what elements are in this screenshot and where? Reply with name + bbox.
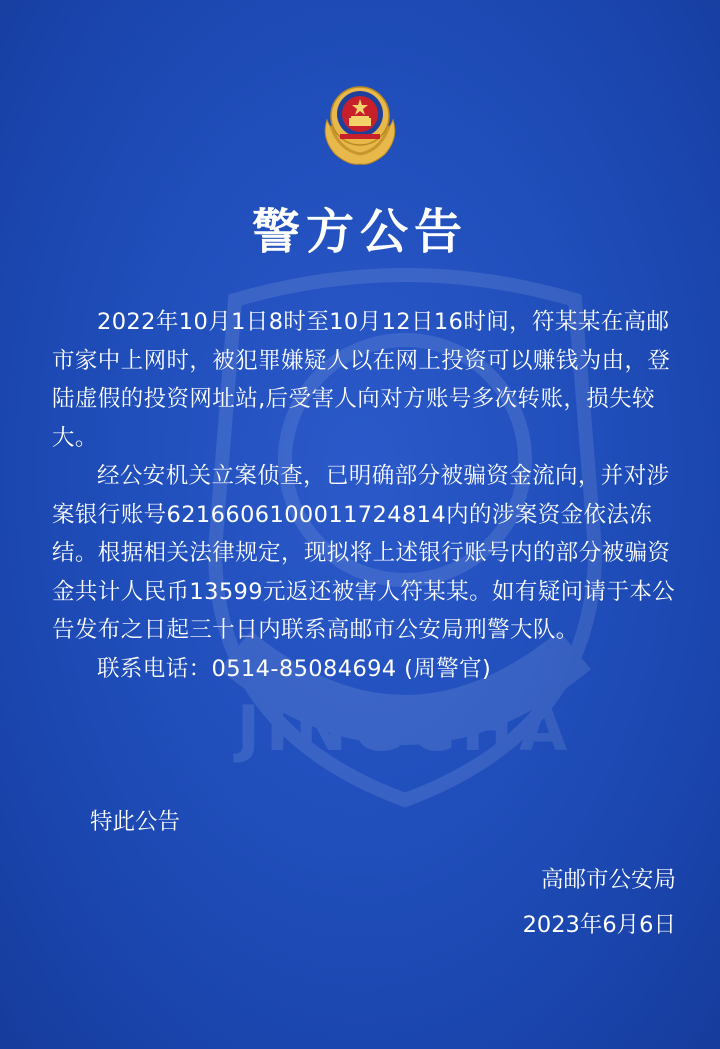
- signature-block: [523, 858, 676, 948]
- paragraph-incident: 2022年10月1日8时至10月12日16时间，符某某在高邮市家中上网时，被犯罪嫌疑人以在网上投资可以赚钱为由，登陆虚假的投资网址站,后受害人向对方账号多次转账，损失较大。: [52, 309, 671, 451]
- issue-date: 2023年6月6日: [522, 912, 676, 938]
- notice-body: [52, 303, 692, 688]
- police-emblem-icon: [315, 80, 405, 168]
- page-title: 警方公告: [251, 204, 468, 260]
- closing-line: 特此公告: [90, 809, 181, 835]
- paragraph-investigation: 经公安机关立案侦查，已明确部分被骗资金流向，并对涉案银行账号6216606100011724814内的涉案资金依法冻结。根据相关法律规定，现拟将上述银行账号内的部分被骗资金共计人民币13599元返还被害人符某某。如有疑问请于本公告发布之日起三十日内联系高邮市公安局刑警大队。: [52, 463, 676, 643]
- paragraph-contact: 联系电话：0514-85084694 (周警官): [97, 655, 492, 682]
- watermark-text: JINGCHA: [236, 692, 574, 765]
- issuer-name: 高邮市公安局: [540, 867, 676, 893]
